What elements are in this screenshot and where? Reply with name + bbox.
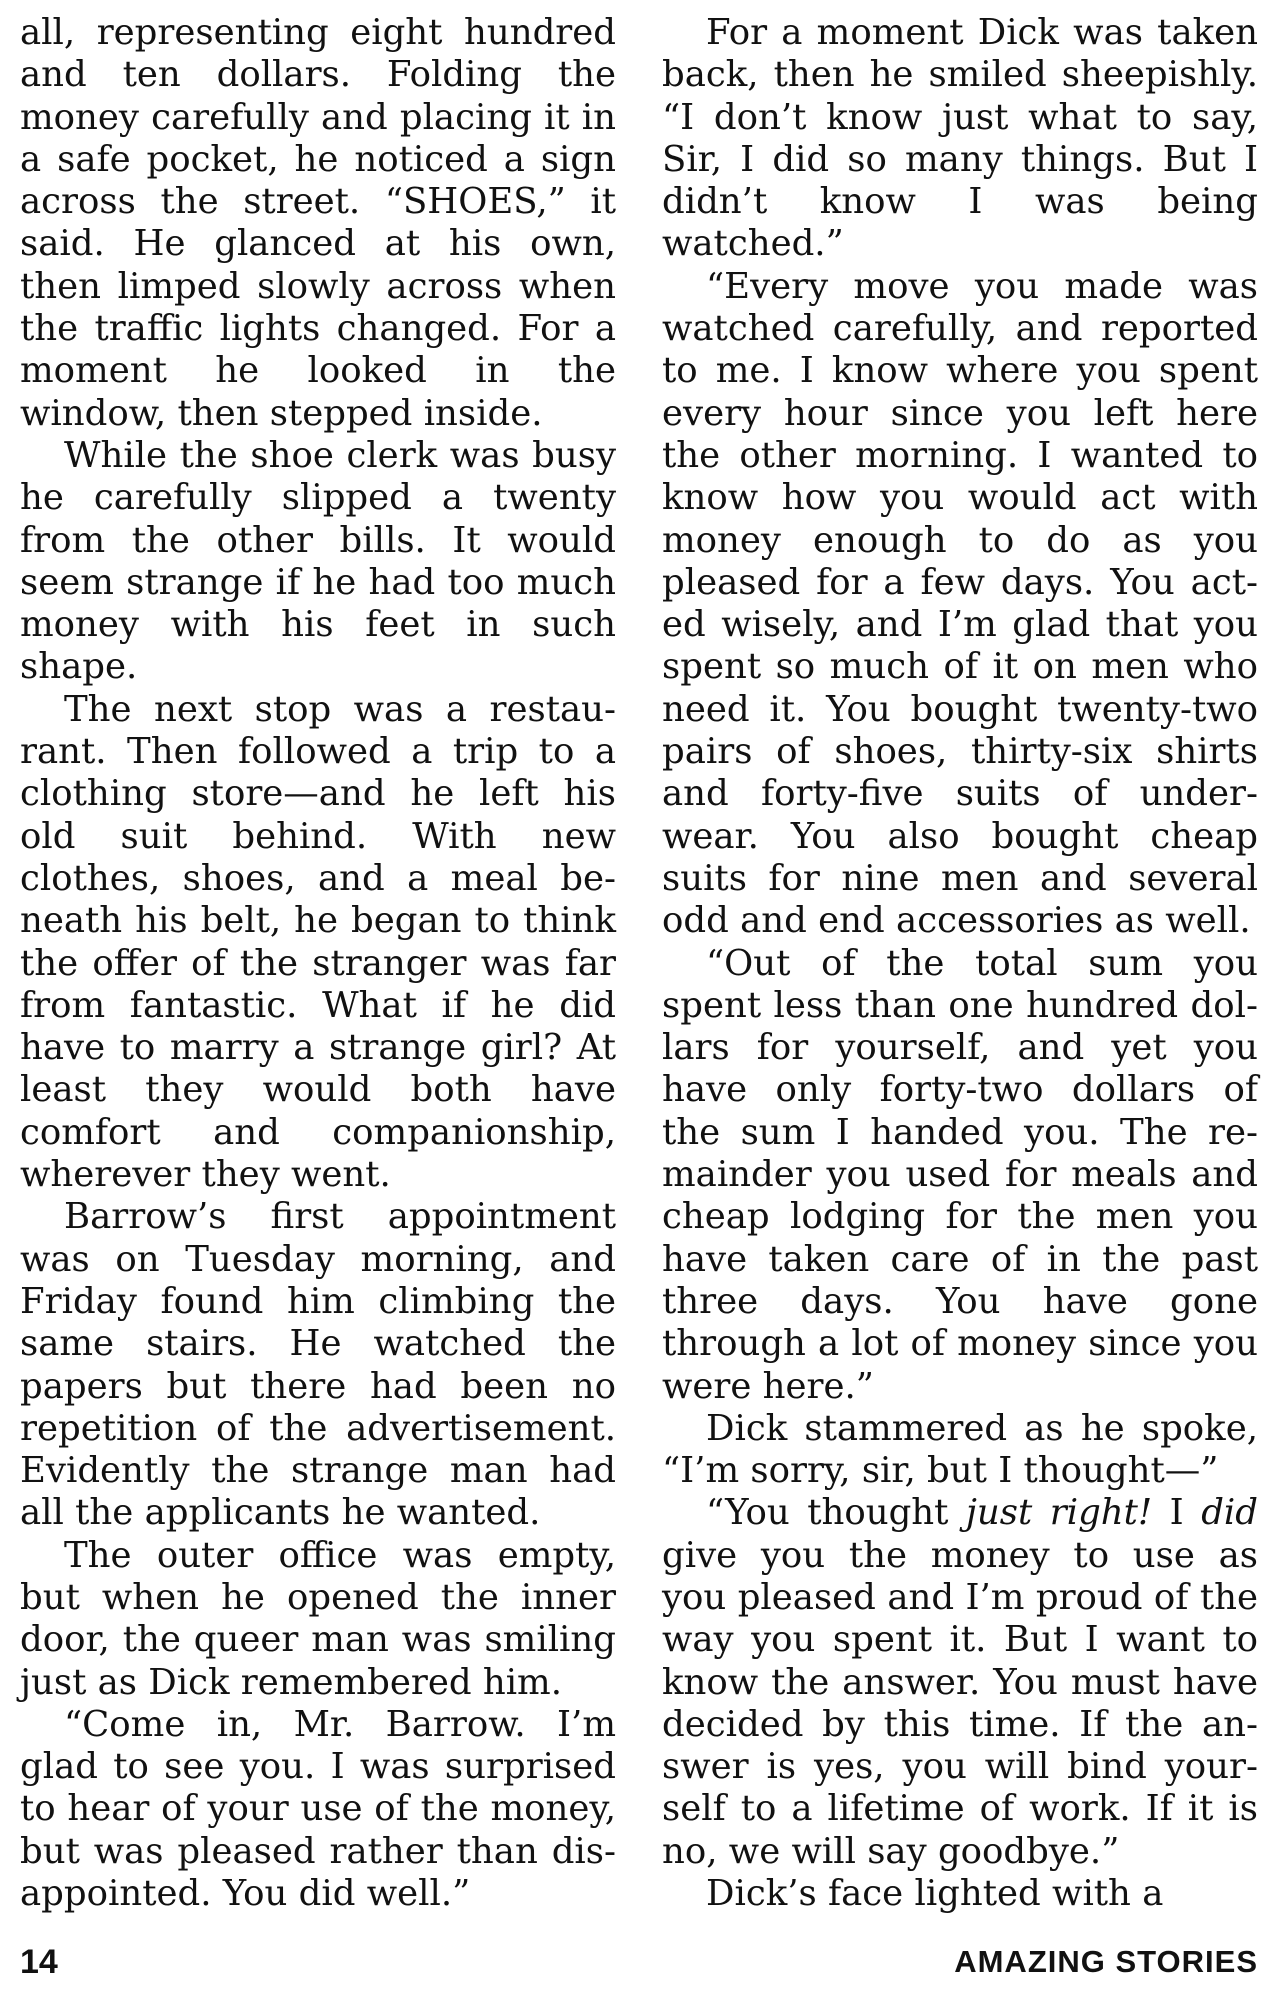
running-title: AMAZING STORIES [954,1944,1258,1979]
italic-text: just right! [965,1492,1153,1534]
paragraph: While the shoe clerk was busy he carefully slipped a twenty from the other bills. It would seem strange if he had too much money with his feet in such shape. [20,434,616,688]
page-footer [20,1940,1258,1984]
page-number: 14 [20,1943,58,1981]
emphasis-paragraph [662,1492,1258,1873]
paragraph: “Out of the total sum you spent less than one hundred dollars for yourself, and yet you have only forty-two dollars of the sum I handed you. The remainder you used for meals and cheap lodging for the men you have taken care of in the past three days. You have gone through a lot of money since you were here.” [662,942,1258,1407]
left-column [20,12,616,1915]
paragraph: The next stop was a restaurant. Then followed a trip to a clothing store—and he left his old suit behind. With new clothes, shoes, and a meal beneath his belt, he began to think the offer of the stranger was far from fantastic. What if he did have to marry a strange girl? At least they would both have comfort and companionship, wherever they went. [20,688,616,1196]
paragraph: Dick stammered as he spoke, “I’m sorry, sir, but I thought—” [662,1407,1258,1492]
paragraph: For a moment Dick was taken back, then he smiled sheepishly. “I don’t know just what to say, Sir, I did so many things. But I didn’t know I was being watched.” [662,12,1258,265]
text-run: I [1152,1492,1202,1534]
paragraph: Dick’s face lighted with a [706,1873,1164,1915]
paragraph: The outer office was empty, but when he opened the inner door, the queer man was smiling just as Dick remembered him. [20,1534,616,1703]
paragraph: “Every move you made was watched carefully, and reported to me. I know where you spent every hour since you left here the other morning. I wanted to know how you would act with money enough to do as you pleased for a few days. You acted wisely, and I’m glad that you spent so much of it on men who need it. You bought twenty-two pairs of shoes, thirty-six shirts and forty-five suits of underwear. You also bought cheap suits for nine men and several odd and end accessories as well. [662,265,1258,942]
paragraph: all, representing eight hundred and ten dollars. Folding the money carefully and placing it in a safe pocket, he noticed a sign across the street. “SHOES,” it said. He glanced at his own, then limped slowly across when the traffic lights changed. For a moment he looked in the window, then stepped inside. [20,12,616,434]
text-run: “You thought [706,1492,966,1534]
paragraph: Barrow’s first appointment was on Tuesday morning, and Friday found him climbing the same stairs. He watched the papers but there had been no repetition of the advertisement. Evidently the strange man had all the applicants he wanted. [20,1196,616,1534]
right-column [662,12,1258,1915]
italic-text: did [1201,1492,1258,1534]
text-run: give you the money to use as you pleased and I’m proud of the way you spent it. But I want to know the answer. You must have decided by this time. If the answer is yes, you will bind yourself to a lifetime of work. If it is no, we will say goodbye.” [662,1534,1258,1872]
paragraph: “Come in, Mr. Barrow. I’m glad to see you. I was surprised to hear of your use of the money, but was pleased rather than disappointed. You did well.” [20,1703,616,1915]
